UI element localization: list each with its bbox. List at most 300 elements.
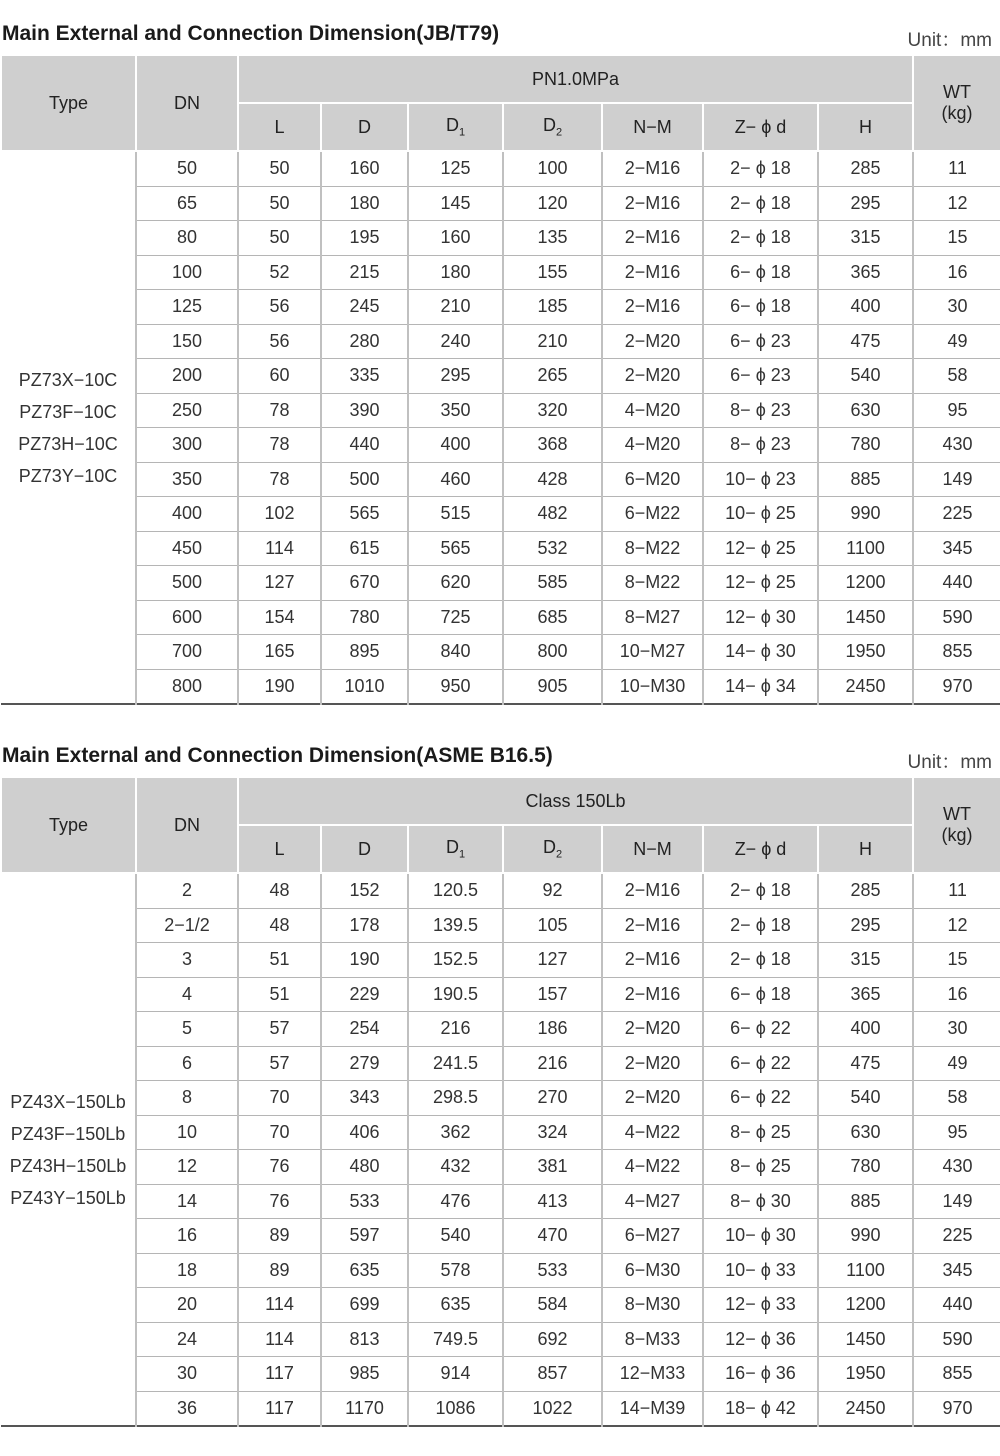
h-cell: 365 [818,977,913,1012]
dn-cell: 2−1/2 [136,908,238,943]
d1-cell: 432 [408,1150,503,1185]
dn-cell: 80 [136,221,238,256]
d1-cell: 1086 [408,1391,503,1426]
table-row [1,635,1000,670]
table-row [1,1219,1000,1254]
d2-cell: 270 [503,1081,602,1116]
l-cell: 50 [238,221,321,256]
table-body [1,873,1000,1426]
l-cell: 78 [238,393,321,428]
h-cell: 315 [818,943,913,978]
h-cell: 400 [818,290,913,325]
table-row [1,873,1000,908]
section-header [0,722,1000,776]
d-cell: 670 [321,566,408,601]
zd-cell: 12− ϕ 25 [703,531,818,566]
header-wt [913,777,1000,873]
table-row [1,1150,1000,1185]
table-row [1,977,1000,1012]
table-row [1,943,1000,978]
h-cell: 1450 [818,600,913,635]
h-cell: 630 [818,393,913,428]
header-d2-sub: 2 [555,126,563,139]
dn-cell: 200 [136,359,238,394]
dn-cell: 150 [136,324,238,359]
dn-cell: 65 [136,186,238,221]
wt-cell: 149 [913,462,1000,497]
d1-cell: 298.5 [408,1081,503,1116]
dn-cell: 450 [136,531,238,566]
header-nm: N−M [602,825,703,873]
d-cell: 390 [321,393,408,428]
table-row [1,1357,1000,1392]
l-cell: 51 [238,943,321,978]
h-cell: 540 [818,1081,913,1116]
header-zd: Z− ϕ d [703,825,818,873]
wt-cell: 30 [913,1012,1000,1047]
table-row [1,290,1000,325]
table-row [1,1081,1000,1116]
d2-cell: 533 [503,1253,602,1288]
d1-cell: 540 [408,1219,503,1254]
d-cell: 440 [321,428,408,463]
dn-cell: 8 [136,1081,238,1116]
h-cell: 885 [818,1184,913,1219]
d-cell: 565 [321,497,408,532]
zd-cell: 10− ϕ 23 [703,462,818,497]
header-h: H [818,103,913,151]
dn-cell: 500 [136,566,238,601]
l-cell: 50 [238,186,321,221]
wt-cell: 855 [913,1357,1000,1392]
header-d: D [321,825,408,873]
nm-cell: 2−M16 [602,151,703,186]
header-h: H [818,825,913,873]
zd-cell: 10− ϕ 25 [703,497,818,532]
d2-cell: 210 [503,324,602,359]
h-cell: 295 [818,186,913,221]
d1-cell: 840 [408,635,503,670]
d2-cell: 800 [503,635,602,670]
nm-cell: 2−M20 [602,1012,703,1047]
zd-cell: 8− ϕ 30 [703,1184,818,1219]
dn-cell: 800 [136,669,238,704]
d-cell: 178 [321,908,408,943]
d2-cell: 428 [503,462,602,497]
table-row [1,186,1000,221]
h-cell: 885 [818,462,913,497]
table-row [1,221,1000,256]
table-row [1,566,1000,601]
l-cell: 114 [238,1288,321,1323]
d1-cell: 460 [408,462,503,497]
wt-cell: 590 [913,600,1000,635]
d2-cell: 470 [503,1219,602,1254]
nm-cell: 2−M16 [602,221,703,256]
d2-cell: 186 [503,1012,602,1047]
wt-cell: 855 [913,635,1000,670]
h-cell: 990 [818,1219,913,1254]
wt-cell: 15 [913,221,1000,256]
table-row [1,669,1000,704]
zd-cell: 18− ϕ 42 [703,1391,818,1426]
d-cell: 597 [321,1219,408,1254]
wt-cell: 58 [913,1081,1000,1116]
h-cell: 475 [818,324,913,359]
unit-label: Unit：mm [907,752,992,773]
d1-cell: 350 [408,393,503,428]
dimension-section-jbt79 [0,0,1000,705]
nm-cell: 2−M16 [602,186,703,221]
header-d1-sub: 1 [458,848,466,861]
zd-cell: 12− ϕ 36 [703,1322,818,1357]
d1-cell: 725 [408,600,503,635]
dn-cell: 125 [136,290,238,325]
h-cell: 780 [818,1150,913,1185]
l-cell: 60 [238,359,321,394]
dimension-section-asme-b16-5 [0,722,1000,1427]
d1-cell: 190.5 [408,977,503,1012]
d1-cell: 578 [408,1253,503,1288]
wt-cell: 11 [913,151,1000,186]
d1-cell: 145 [408,186,503,221]
l-cell: 48 [238,908,321,943]
wt-cell: 16 [913,977,1000,1012]
dn-cell: 5 [136,1012,238,1047]
nm-cell: 4−M20 [602,393,703,428]
d2-cell: 585 [503,566,602,601]
d2-cell: 265 [503,359,602,394]
wt-cell: 16 [913,255,1000,290]
type-model-label: PZ73X−10C [18,369,118,390]
h-cell: 1450 [818,1322,913,1357]
d1-cell: 120.5 [408,873,503,908]
type-model-label: PZ73Y−10C [18,465,118,486]
l-cell: 50 [238,151,321,186]
d-cell: 245 [321,290,408,325]
d2-cell: 157 [503,977,602,1012]
dn-cell: 20 [136,1288,238,1323]
table-row [1,255,1000,290]
d-cell: 1010 [321,669,408,704]
type-model-label: PZ43F−150Lb [10,1123,126,1144]
nm-cell: 12−M33 [602,1357,703,1392]
header-d1 [408,103,503,151]
l-cell: 76 [238,1150,321,1185]
d-cell: 229 [321,977,408,1012]
zd-cell: 6− ϕ 23 [703,324,818,359]
d1-cell: 362 [408,1115,503,1150]
type-model-label: PZ73H−10C [18,433,118,454]
zd-cell: 16− ϕ 36 [703,1357,818,1392]
section-title: Main External and Connection Dimension(ASME B16.5) [2,744,553,767]
wt-cell: 225 [913,497,1000,532]
wt-cell: 12 [913,186,1000,221]
h-cell: 1950 [818,635,913,670]
d1-cell: 749.5 [408,1322,503,1357]
nm-cell: 2−M20 [602,359,703,394]
table-row [1,1184,1000,1219]
d1-cell: 476 [408,1184,503,1219]
d-cell: 985 [321,1357,408,1392]
nm-cell: 8−M33 [602,1322,703,1357]
zd-cell: 10− ϕ 30 [703,1219,818,1254]
h-cell: 1200 [818,566,913,601]
d2-cell: 905 [503,669,602,704]
nm-cell: 2−M16 [602,255,703,290]
wt-cell: 430 [913,1150,1000,1185]
nm-cell: 8−M22 [602,531,703,566]
zd-cell: 14− ϕ 34 [703,669,818,704]
d2-cell: 320 [503,393,602,428]
h-cell: 540 [818,359,913,394]
l-cell: 52 [238,255,321,290]
wt-cell: 225 [913,1219,1000,1254]
table-row [1,497,1000,532]
dn-cell: 30 [136,1357,238,1392]
h-cell: 990 [818,497,913,532]
dn-cell: 600 [136,600,238,635]
nm-cell: 4−M22 [602,1150,703,1185]
d2-cell: 482 [503,497,602,532]
d2-cell: 584 [503,1288,602,1323]
d2-cell: 120 [503,186,602,221]
l-cell: 114 [238,1322,321,1357]
zd-cell: 2− ϕ 18 [703,943,818,978]
d-cell: 190 [321,943,408,978]
table-row [1,531,1000,566]
section-header [0,0,1000,54]
zd-cell: 6− ϕ 18 [703,290,818,325]
d1-cell: 295 [408,359,503,394]
d2-cell: 216 [503,1046,602,1081]
h-cell: 1950 [818,1357,913,1392]
zd-cell: 2− ϕ 18 [703,151,818,186]
d1-cell: 216 [408,1012,503,1047]
dn-cell: 250 [136,393,238,428]
nm-cell: 2−M16 [602,290,703,325]
table-row [1,1288,1000,1323]
wt-cell: 15 [913,943,1000,978]
l-cell: 56 [238,324,321,359]
h-cell: 2450 [818,1391,913,1426]
header-d1-sub: 1 [458,126,466,139]
header-d: D [321,103,408,151]
dn-cell: 24 [136,1322,238,1357]
header-nm: N−M [602,103,703,151]
d2-cell: 100 [503,151,602,186]
header-d2-label: D [542,115,556,136]
d-cell: 780 [321,600,408,635]
header-d2 [503,103,602,151]
d1-cell: 515 [408,497,503,532]
table-row [1,1391,1000,1426]
nm-cell: 2−M16 [602,873,703,908]
d1-cell: 125 [408,151,503,186]
d-cell: 813 [321,1322,408,1357]
dn-cell: 12 [136,1150,238,1185]
l-cell: 154 [238,600,321,635]
nm-cell: 14−M39 [602,1391,703,1426]
dn-cell: 700 [136,635,238,670]
zd-cell: 10− ϕ 33 [703,1253,818,1288]
nm-cell: 2−M16 [602,943,703,978]
d2-cell: 532 [503,531,602,566]
l-cell: 190 [238,669,321,704]
nm-cell: 2−M16 [602,977,703,1012]
type-model-label: PZ43Y−150Lb [10,1187,126,1208]
header-dn: DN [136,55,238,151]
nm-cell: 2−M20 [602,1046,703,1081]
l-cell: 78 [238,428,321,463]
h-cell: 475 [818,1046,913,1081]
nm-cell: 6−M27 [602,1219,703,1254]
d2-cell: 324 [503,1115,602,1150]
wt-cell: 149 [913,1184,1000,1219]
wt-cell: 345 [913,1253,1000,1288]
d-cell: 160 [321,151,408,186]
d-cell: 152 [321,873,408,908]
dn-cell: 4 [136,977,238,1012]
wt-cell: 970 [913,1391,1000,1426]
d-cell: 699 [321,1288,408,1323]
d-cell: 279 [321,1046,408,1081]
table-row [1,1253,1000,1288]
l-cell: 70 [238,1081,321,1116]
d2-cell: 685 [503,600,602,635]
type-model-label: PZ43H−150Lb [9,1155,127,1176]
l-cell: 117 [238,1357,321,1392]
d-cell: 895 [321,635,408,670]
d-cell: 195 [321,221,408,256]
d2-cell: 185 [503,290,602,325]
table-row [1,393,1000,428]
dn-cell: 36 [136,1391,238,1426]
zd-cell: 6− ϕ 22 [703,1081,818,1116]
l-cell: 114 [238,531,321,566]
l-cell: 89 [238,1253,321,1288]
dn-cell: 14 [136,1184,238,1219]
nm-cell: 8−M30 [602,1288,703,1323]
d2-cell: 155 [503,255,602,290]
l-cell: 127 [238,566,321,601]
table-row [1,908,1000,943]
l-cell: 51 [238,977,321,1012]
d2-cell: 857 [503,1357,602,1392]
nm-cell: 8−M22 [602,566,703,601]
header-wt-label: WT [943,82,971,102]
h-cell: 285 [818,873,913,908]
h-cell: 295 [818,908,913,943]
zd-cell: 14− ϕ 30 [703,635,818,670]
nm-cell: 2−M16 [602,908,703,943]
d1-cell: 180 [408,255,503,290]
nm-cell: 10−M30 [602,669,703,704]
type-cell [1,873,136,1426]
table-row [1,428,1000,463]
header-l: L [238,103,321,151]
l-cell: 117 [238,1391,321,1426]
l-cell: 89 [238,1219,321,1254]
d2-cell: 1022 [503,1391,602,1426]
section-title: Main External and Connection Dimension(JB/T79) [2,22,500,45]
nm-cell: 6−M22 [602,497,703,532]
nm-cell: 8−M27 [602,600,703,635]
nm-cell: 4−M22 [602,1115,703,1150]
d-cell: 480 [321,1150,408,1185]
nm-cell: 10−M27 [602,635,703,670]
d2-cell: 135 [503,221,602,256]
wt-cell: 49 [913,1046,1000,1081]
nm-cell: 2−M20 [602,324,703,359]
header-type: Type [1,55,136,151]
d2-cell: 381 [503,1150,602,1185]
wt-cell: 440 [913,566,1000,601]
dn-cell: 400 [136,497,238,532]
header-d1 [408,825,503,873]
header-d2 [503,825,602,873]
table-row [1,1322,1000,1357]
d-cell: 335 [321,359,408,394]
h-cell: 1100 [818,531,913,566]
d1-cell: 210 [408,290,503,325]
dn-cell: 10 [136,1115,238,1150]
zd-cell: 2− ϕ 18 [703,221,818,256]
d-cell: 1170 [321,1391,408,1426]
d1-cell: 914 [408,1357,503,1392]
d-cell: 254 [321,1012,408,1047]
header-dn: DN [136,777,238,873]
table-row [1,600,1000,635]
dn-cell: 16 [136,1219,238,1254]
header-wt-label: WT [943,804,972,824]
wt-cell: 12 [913,908,1000,943]
header-pressure-group: PN1.0MPa [238,55,913,103]
nm-cell: 6−M20 [602,462,703,497]
dn-cell: 300 [136,428,238,463]
d2-cell: 92 [503,873,602,908]
zd-cell: 6− ϕ 22 [703,1046,818,1081]
nm-cell: 2−M20 [602,1081,703,1116]
d1-cell: 139.5 [408,908,503,943]
table-row [1,359,1000,394]
d-cell: 280 [321,324,408,359]
h-cell: 315 [818,221,913,256]
zd-cell: 6− ϕ 23 [703,359,818,394]
h-cell: 400 [818,1012,913,1047]
l-cell: 56 [238,290,321,325]
zd-cell: 6− ϕ 18 [703,977,818,1012]
wt-cell: 11 [913,873,1000,908]
d2-cell: 105 [503,908,602,943]
header-wt-unit: (kg) [941,103,973,123]
wt-cell: 970 [913,669,1000,704]
l-cell: 102 [238,497,321,532]
h-cell: 1200 [818,1288,913,1323]
l-cell: 165 [238,635,321,670]
header-d1-label: D [445,837,459,858]
zd-cell: 8− ϕ 23 [703,393,818,428]
header-zd: Z− ϕ d [703,103,818,151]
wt-cell: 95 [913,393,1000,428]
nm-cell: 6−M30 [602,1253,703,1288]
h-cell: 780 [818,428,913,463]
d-cell: 343 [321,1081,408,1116]
zd-cell: 2− ϕ 18 [703,908,818,943]
d1-cell: 950 [408,669,503,704]
header-wt [913,55,1000,151]
zd-cell: 12− ϕ 30 [703,600,818,635]
